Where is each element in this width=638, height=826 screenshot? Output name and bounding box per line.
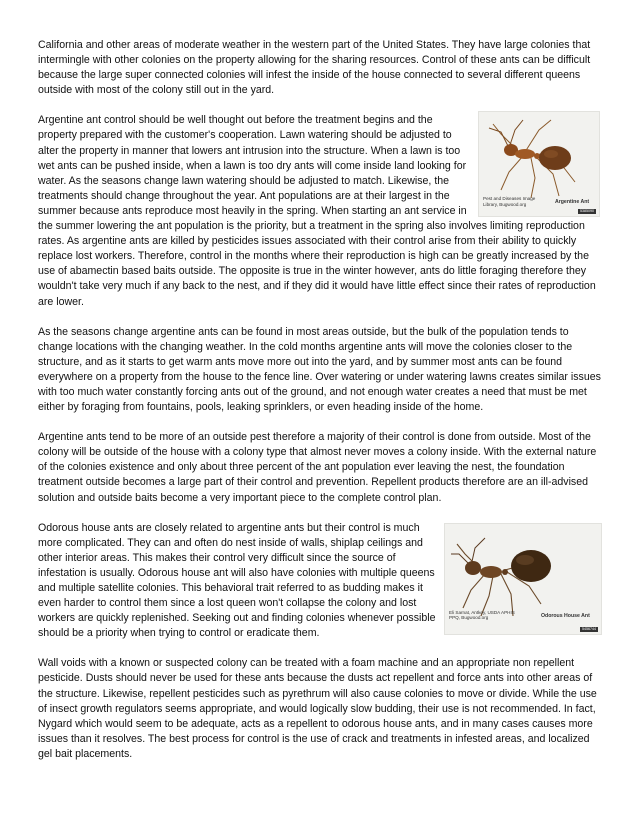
photo-credit: Pest and Diseases Image Library, Bugwood.org xyxy=(483,196,536,207)
paragraph-intro: California and other areas of moderate weather in the western part of the United States. They have large colonies that intermingle with other colonies on the property allowing for the sharing resources. Control of these ants can be difficult because the large super connected colonies will infest the inside of the house connected to several different queens outside with most of the colony still out in the yard. xyxy=(38,39,591,97)
odorous-house-ant-photo xyxy=(444,523,602,635)
paragraph-wall-voids: Wall voids with a known or suspected colony can be treated with a foam machine and an appropriate non repellent pesticide. Dusts should never be used for these ants because the dusts act repellent and force ants into other areas of the structure. Likewise, repellent pesticides such as pyrethrum will also cause colonies to move or divide. While the use of insect growth regulators seems appropriate, and would logically slow budding, their use is not recommended. In fact, Nygard which would seem to be adequate, acts as a repellent to odorous house ants, and in many cases causes more issues than it resolves. The best process for control is the use of crack and treatments in infested areas, and localized gel bait placements. xyxy=(38,657,597,760)
paragraph-odorous-house-ants: Odorous house ants are closely related to argentine ants but their control is much more complicated. They can and often do nest inside of walls, shiplap ceilings and other interior areas. This makes their control very difficult since the source of infestation is usually. Odorous house ant will also have colonies with multiple queens and multiple satellite colonies. This behavioral trait referred to as budding makes it even harder to control them since a lost queen won't collapse the colony and lost workers are quickly replenished. Seeking out and finding colonies whenever possible should be a priority when trying to control or eradicate them. xyxy=(38,521,436,640)
paragraph-outside-pest: Argentine ants tend to be more of an outside pest therefore a majority of their control is done from outside. Most of the colony will be outside of the house with a colony type that almost never moves a colony inside. With the external nature of the colonies existence and only about three percent of the ant population ever leaving the nest, the foundation treatment outside becomes a large part of their control and prevention. Repellent products therefore are an ill-advised solution and outside baits become a very important piece to the complete control plan. xyxy=(38,431,597,504)
photo-caption: Argentine Ant xyxy=(555,199,590,206)
document-page xyxy=(38,38,602,762)
photo-credit: Eli Sarnat, Antkey, USDA APHIS PPQ, Bugwood.org xyxy=(449,609,515,620)
image-number: 5456744 xyxy=(582,626,596,631)
image-number: 5385090 xyxy=(580,209,594,214)
paragraph-argentine-control: Argentine ant control should be well thought out before the treatment begins and the property prepared with the customer's cooperation. Lawn watering should be adjusted to alter the property in manner that lowers ant intrusion into the structure. When a lawn is too wet ants can be pushed inside, when a lawn is too dry ants will come inside land looking for water. As the seasons change lawn watering should be adjusted to match. Likewise, the treatments should change throughout the year. Ant populations are at their largest in the summer because ants reproduce most heavily in the spring. When starting an ant service in the summer lowering the ant population is the priority, but a treatment in the spring also involves limiting reproduction rates. As argentine ants are killed by pesticides issues associated with their control arise from their ability to quickly replace lost workers. Therefore, control in the months where their reproduction is high can be greatly increased by the use of abamectin based baits outside. The opposite is true in the winter however, ants do little foraging therefore they wouldn't take very much if any back to the nest, and if they did it would have little effect since their rates of reproduction are lower. xyxy=(38,114,596,308)
paragraph-seasons: As the seasons change argentine ants can be found in most areas outside, but the bulk of the population tends to change locations with the changing weather. In the cold months argentine ants will move the colonies closer to the structure, and as it starts to get warm ants move more out into the yard, and by summer most ants can be found everywhere on a property from the house to the fence line. Over watering or under watering lawns creates similar issues with too much water constantly forcing ants out of the ground, and not enough water creates a need that must be met either by foraging from fountains, pools, leaking sprinklers, or even heading inside of the home. xyxy=(38,325,601,414)
argentine-ant-photo xyxy=(478,111,600,217)
photo-caption: Odorous House Ant xyxy=(541,612,590,619)
